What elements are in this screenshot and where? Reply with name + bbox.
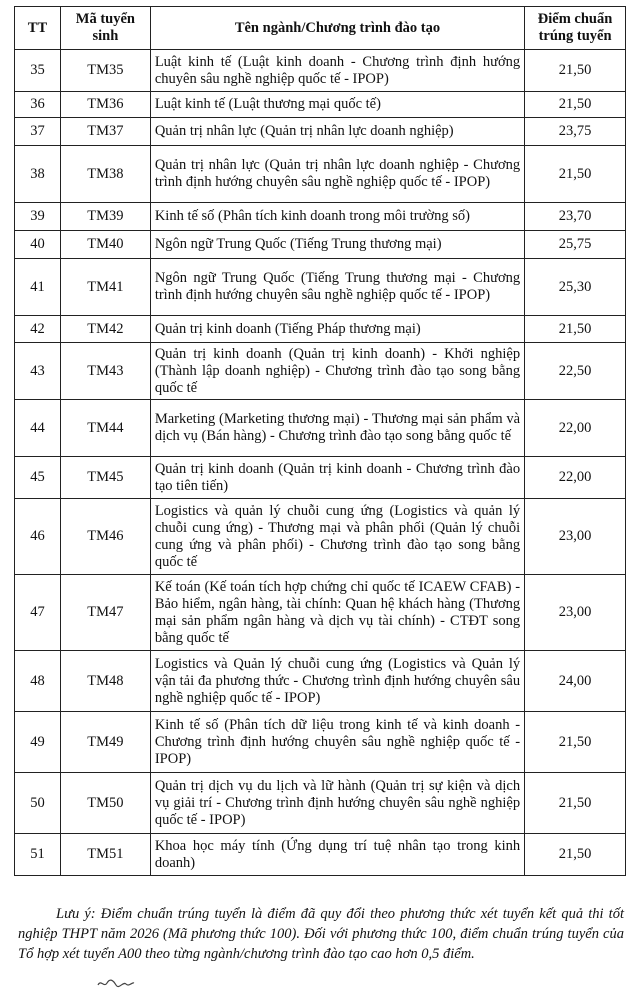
table-row — [15, 50, 626, 92]
row-tt: 44 — [15, 400, 61, 457]
row-name: Luật kinh tế (Luật kinh doanh - Chương trình định hướng chuyên sâu nghề nghiệp quốc tế - IPOP) — [150, 50, 524, 92]
row-name: Quản trị nhân lực (Quản trị nhân lực doanh nghiệp - Chương trình định hướng chuyên sâu nghề nghiệp quốc tế - IPOP) — [150, 146, 524, 203]
row-name: Kinh tế số (Phân tích dữ liệu trong kinh tế và kinh doanh - Chương trình định hướng chuyên sâu nghề nghiệp quốc tế - IPOP) — [150, 712, 524, 773]
row-score: 25,30 — [525, 259, 626, 316]
table-row — [15, 203, 626, 231]
row-score: 21,50 — [525, 50, 626, 92]
row-score: 22,00 — [525, 400, 626, 457]
table-row — [15, 457, 626, 499]
row-tt: 42 — [15, 316, 61, 343]
row-name: Quản trị kinh doanh (Quản trị kinh doanh) - Khởi nghiệp (Thành lập doanh nghiệp) - Chương trình đào tạo song bằng quốc tế — [150, 343, 524, 400]
row-tt: 48 — [15, 651, 61, 712]
row-tt: 51 — [15, 834, 61, 876]
row-name: Quản trị kinh doanh (Quản trị kinh doanh - Chương trình đào tạo tiên tiến) — [150, 457, 524, 499]
row-code: TM39 — [60, 203, 150, 231]
row-code: TM37 — [60, 118, 150, 146]
table-header-row — [15, 7, 626, 50]
table-row — [15, 834, 626, 876]
row-code: TM41 — [60, 259, 150, 316]
table-row — [15, 146, 626, 203]
row-tt: 45 — [15, 457, 61, 499]
row-tt: 38 — [15, 146, 61, 203]
header-name: Tên ngành/Chương trình đào tạo — [150, 7, 524, 50]
row-name: Khoa học máy tính (Ứng dụng trí tuệ nhân tạo trong kinh doanh) — [150, 834, 524, 876]
table-row — [15, 231, 626, 259]
row-code: TM47 — [60, 575, 150, 651]
row-code: TM46 — [60, 499, 150, 575]
admission-scores-table — [14, 6, 626, 876]
row-name: Quản trị kinh doanh (Tiếng Pháp thương mại) — [150, 316, 524, 343]
row-tt: 49 — [15, 712, 61, 773]
row-tt: 35 — [15, 50, 61, 92]
row-tt: 50 — [15, 773, 61, 834]
table-row — [15, 118, 626, 146]
row-code: TM49 — [60, 712, 150, 773]
row-tt: 46 — [15, 499, 61, 575]
row-code: TM38 — [60, 146, 150, 203]
table-row — [15, 400, 626, 457]
row-tt: 40 — [15, 231, 61, 259]
row-score: 22,50 — [525, 343, 626, 400]
row-tt: 39 — [15, 203, 61, 231]
row-score: 23,75 — [525, 118, 626, 146]
row-tt: 37 — [15, 118, 61, 146]
row-tt: 41 — [15, 259, 61, 316]
table-row — [15, 316, 626, 343]
row-name: Ngôn ngữ Trung Quốc (Tiếng Trung thương mại) — [150, 231, 524, 259]
row-code: TM48 — [60, 651, 150, 712]
row-code: TM36 — [60, 92, 150, 118]
row-name: Luật kinh tế (Luật thương mại quốc tế) — [150, 92, 524, 118]
row-score: 21,50 — [525, 773, 626, 834]
row-name: Logistics và quản lý chuỗi cung ứng (Logistics và quản lý chuỗi cung ứng) - Thương mại và phân phối (Quản lý chuỗi cung ứng và phân phối) - Chương trình đào tạo song bằng quốc tế — [150, 499, 524, 575]
row-score: 23,00 — [525, 499, 626, 575]
table-row — [15, 343, 626, 400]
header-code: Mã tuyển sinh — [60, 7, 150, 50]
table-row — [15, 773, 626, 834]
row-score: 23,70 — [525, 203, 626, 231]
table-row — [15, 259, 626, 316]
row-code: TM40 — [60, 231, 150, 259]
table-row — [15, 499, 626, 575]
row-code: TM35 — [60, 50, 150, 92]
row-name: Quản trị nhân lực (Quản trị nhân lực doanh nghiệp) — [150, 118, 524, 146]
row-name: Quản trị dịch vụ du lịch và lữ hành (Quản trị sự kiện và dịch vụ giải trí - Chương trình định hướng chuyên sâu nghề nghiệp quốc tế - IPOP) — [150, 773, 524, 834]
row-code: TM51 — [60, 834, 150, 876]
header-score: Điểm chuẩn trúng tuyển — [525, 7, 626, 50]
row-name: Kinh tế số (Phân tích kinh doanh trong môi trường số) — [150, 203, 524, 231]
row-name: Kế toán (Kế toán tích hợp chứng chỉ quốc tế ICAEW CFAB) - Bảo hiểm, ngân hàng, tài chính: Quan hệ khách hàng (Thương mại sản phẩm ngân hàng và dịch vụ tài chính) - CTĐT song bằng quốc tế — [150, 575, 524, 651]
row-name: Ngôn ngữ Trung Quốc (Tiếng Trung thương mại - Chương trình định hướng chuyên sâu nghề nghiệp quốc tế - IPOP) — [150, 259, 524, 316]
row-code: TM43 — [60, 343, 150, 400]
row-code: TM45 — [60, 457, 150, 499]
header-tt: TT — [15, 7, 61, 50]
row-score: 22,00 — [525, 457, 626, 499]
table-row — [15, 651, 626, 712]
signature-mark — [96, 976, 136, 990]
row-name: Logistics và Quản lý chuỗi cung ứng (Logistics và Quản lý vận tải đa phương thức - Chương trình định hướng chuyên sâu nghề nghiệp quốc tế - IPOP) — [150, 651, 524, 712]
row-score: 21,50 — [525, 834, 626, 876]
row-code: TM44 — [60, 400, 150, 457]
row-code: TM50 — [60, 773, 150, 834]
row-score: 21,50 — [525, 316, 626, 343]
table-row — [15, 92, 626, 118]
row-score: 25,75 — [525, 231, 626, 259]
row-score: 21,50 — [525, 712, 626, 773]
row-score: 21,50 — [525, 146, 626, 203]
row-score: 23,00 — [525, 575, 626, 651]
row-tt: 47 — [15, 575, 61, 651]
row-code: TM42 — [60, 316, 150, 343]
row-score: 21,50 — [525, 92, 626, 118]
footnote: Lưu ý: Điểm chuẩn trúng tuyển là điểm đã quy đổi theo phương thức xét tuyển kết quả thi tốt nghiệp THPT năm 2026 (Mã phương thức 100). Đối với phương thức 100, điểm chuẩn trúng tuyển của Tổ hợp xét tuyển A00 theo từng ngành/chương trình đào tạo cao hơn 0,5 điểm. — [18, 906, 624, 962]
row-score: 24,00 — [525, 651, 626, 712]
table-row — [15, 712, 626, 773]
table-row — [15, 575, 626, 651]
row-name: Marketing (Marketing thương mại) - Thương mại sản phẩm và dịch vụ (Bán hàng) - Chương trình đào tạo song bằng quốc tế — [150, 400, 524, 457]
row-tt: 36 — [15, 92, 61, 118]
row-tt: 43 — [15, 343, 61, 400]
